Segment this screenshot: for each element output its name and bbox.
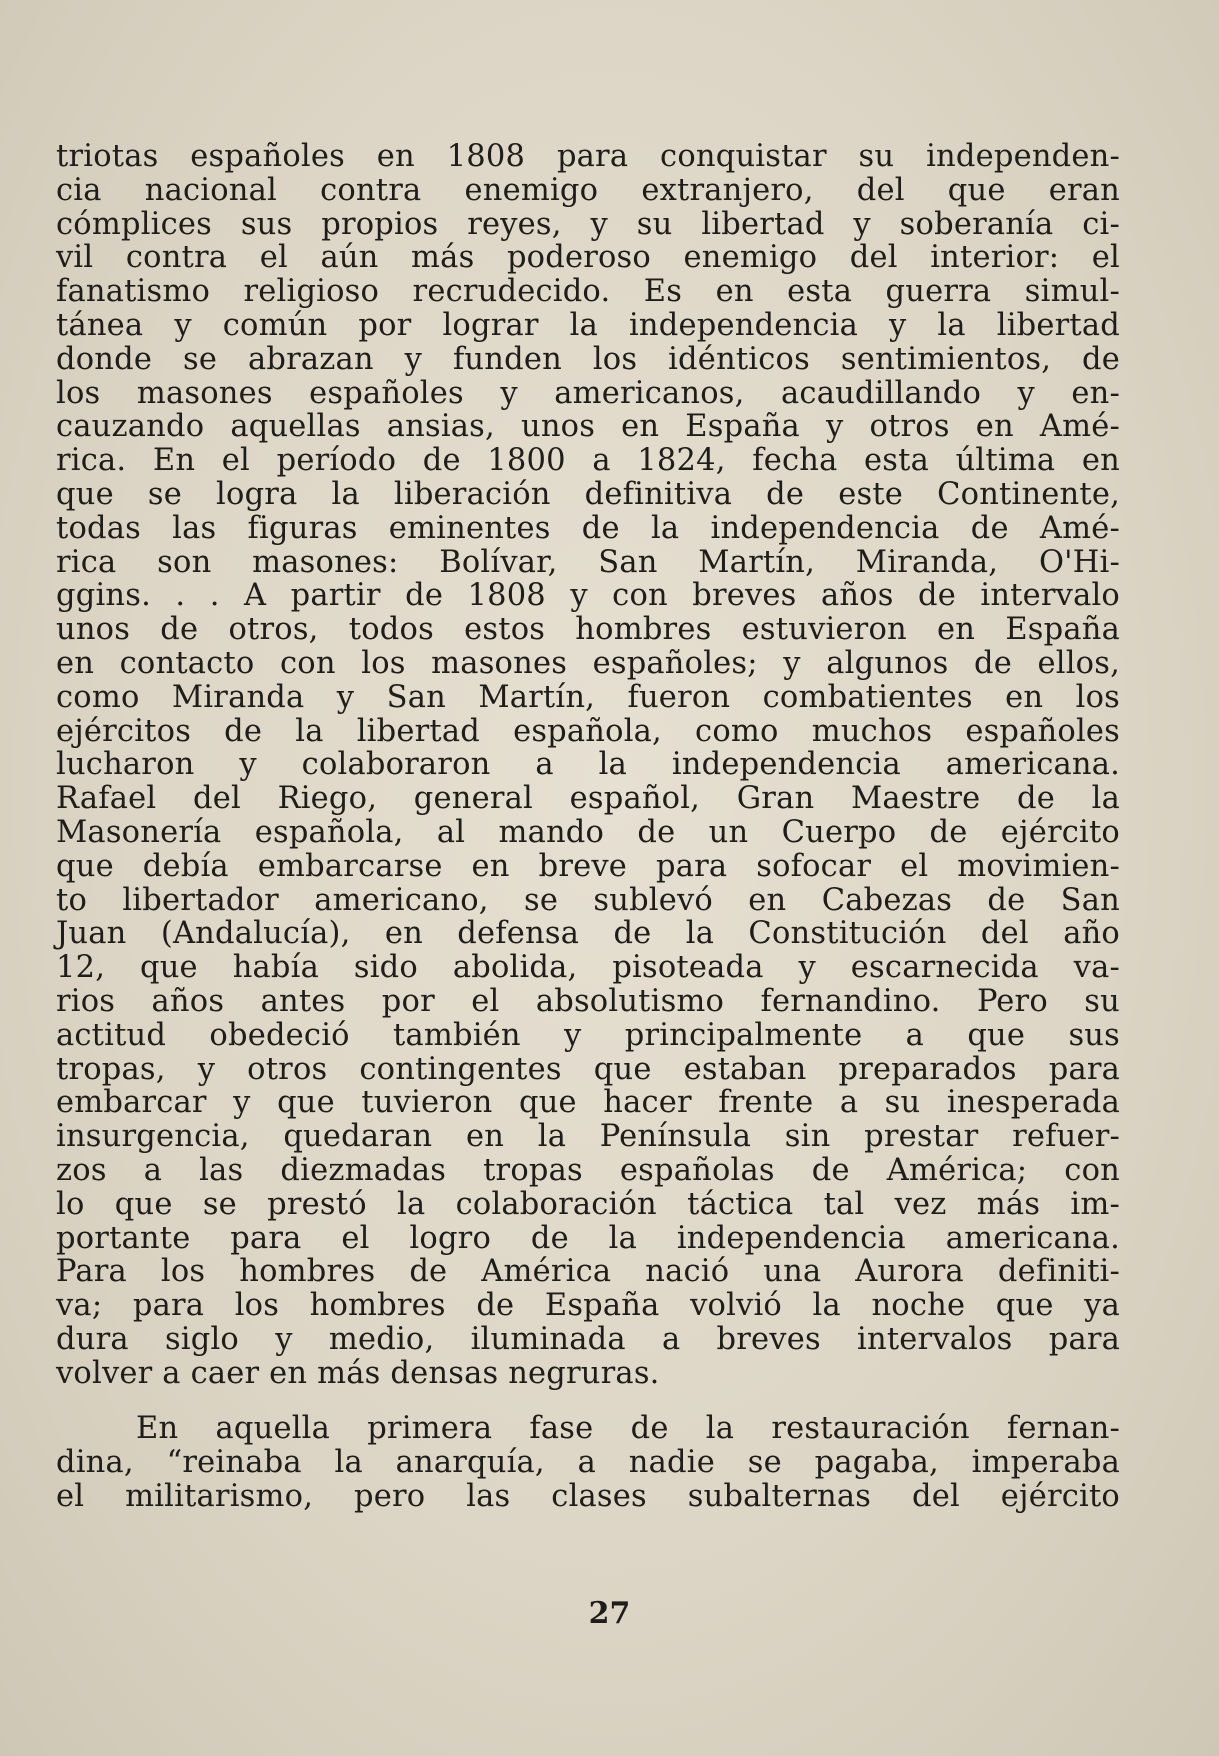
- text-line: dura siglo y medio, iluminada a breves intervalos para: [56, 1321, 1120, 1357]
- text-line: ggins. . . A partir de 1808 y con breves años de intervalo: [56, 578, 1120, 614]
- text-line: Juan (Andalucía), en defensa de la Constitución del año: [56, 916, 1120, 952]
- text-line: volver a caer en más densas negruras.: [56, 1355, 660, 1391]
- text-line: embarcar y que tuvieron que hacer frente a su inesperada: [56, 1085, 1120, 1121]
- page-number: 27: [588, 1596, 631, 1631]
- text-line: tropas, y otros contingentes que estaban preparados para: [56, 1051, 1120, 1087]
- text-line: como Miranda y San Martín, fueron combatientes en los: [56, 679, 1120, 715]
- text-line: Para los hombres de América nació una Aurora definiti-: [56, 1254, 1120, 1290]
- text-line: portante para el logro de la independencia americana.: [56, 1220, 1120, 1256]
- text-line: que se logra la liberación definitiva de este Continente,: [56, 476, 1120, 512]
- text-line: cauzando aquellas ansias, unos en España y otros en Amé-: [56, 409, 1120, 445]
- paragraph-gap: [56, 1390, 1120, 1412]
- text-line: todas las figuras eminentes de la independencia de Amé-: [56, 510, 1120, 546]
- text-line: Masonería española, al mando de un Cuerpo de ejército: [56, 814, 1120, 850]
- paragraph-1: [56, 140, 1120, 1390]
- body-text: [56, 140, 1120, 1514]
- text-line: donde se abrazan y funden los idénticos sentimientos, de: [56, 341, 1120, 377]
- text-line: to libertador americano, se sublevó en Cabezas de San: [56, 882, 1120, 918]
- text-line: dina, “reinaba la anarquía, a nadie se pagaba, imperaba: [56, 1445, 1120, 1481]
- text-line: rica son masones: Bolívar, San Martín, Miranda, O'Hi-: [56, 544, 1120, 580]
- text-line: triotas españoles en 1808 para conquistar su independen-: [56, 139, 1120, 174]
- text-line: insurgencia, quedaran en la Península sin prestar refuer-: [56, 1119, 1120, 1155]
- text-line: ejércitos de la libertad española, como muchos españoles: [56, 713, 1120, 749]
- text-line: Rafael del Riego, general español, Gran Maestre de la: [56, 781, 1120, 817]
- text-line: el militarismo, pero las clases subalternas del ejército: [56, 1479, 1120, 1515]
- text-line: cia nacional contra enemigo extranjero, del que eran: [56, 172, 1120, 208]
- text-line: En aquella primera fase de la restauración fernan-: [136, 1411, 1120, 1447]
- text-line: lo que se prestó la colaboración táctica tal vez más im-: [56, 1186, 1120, 1222]
- text-line: lucharon y colaboraron a la independencia americana.: [56, 747, 1120, 783]
- text-line: cómplices sus propios reyes, y su libertad y soberanía ci-: [56, 206, 1120, 242]
- text-line: zos a las diezmadas tropas españolas de América; con: [56, 1152, 1120, 1188]
- text-line: rica. En el período de 1800 a 1824, fecha esta última en: [56, 443, 1120, 479]
- text-line: rios años antes por el absolutismo fernandino. Pero su: [56, 983, 1120, 1019]
- text-line: va; para los hombres de España volvió la noche que ya: [56, 1288, 1120, 1324]
- text-line: los masones españoles y americanos, acaudillando y en-: [56, 375, 1120, 411]
- text-line: en contacto con los masones españoles; y algunos de ellos,: [56, 645, 1120, 681]
- text-line: vil contra el aún más poderoso enemigo del interior: el: [56, 240, 1120, 276]
- text-line: que debía embarcarse en breve para sofocar el movimien-: [56, 848, 1120, 884]
- text-line: actitud obedeció también y principalmente a que sus: [56, 1017, 1120, 1053]
- text-line: fanatismo religioso recrudecido. Es en esta guerra simul-: [56, 274, 1120, 310]
- text-line: 12, que había sido abolida, pisoteada y escarnecida va-: [56, 950, 1120, 986]
- text-line: tánea y común por lograr la independencia y la libertad: [56, 307, 1120, 343]
- paragraph-2: [56, 1412, 1120, 1513]
- text-line: unos de otros, todos estos hombres estuvieron en España: [56, 612, 1120, 648]
